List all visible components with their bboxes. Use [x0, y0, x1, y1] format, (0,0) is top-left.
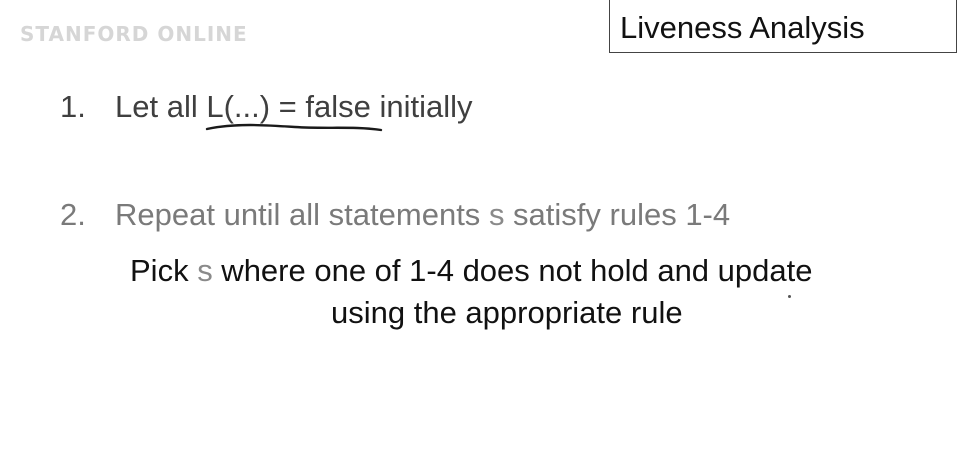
list-item-1-after: initially [370, 89, 473, 124]
list-item-2-after: satisfy rules 1-4 [504, 197, 731, 232]
sub-line-1-variable: s [197, 253, 213, 288]
underline-stroke [207, 125, 381, 130]
sub-line-1 [130, 253, 960, 289]
slide-title: Liveness Analysis [620, 10, 865, 45]
cursor-dot [788, 295, 791, 298]
list-item-2-text [115, 197, 730, 233]
list-item-1-number: 1. [60, 89, 86, 124]
list-item-2-variable: s [488, 197, 505, 232]
sub-line-2: using the appropriate rule [331, 295, 683, 330]
sub-line-1-before: Pick [130, 253, 198, 288]
list-item-1-before: Let all [115, 89, 207, 124]
sub-line-1-after: where one of 1-4 does not hold and update [212, 253, 813, 288]
handwritten-underline [205, 117, 383, 137]
list-item-2-before: Repeat until all statements [115, 197, 489, 232]
title-box [609, 0, 957, 53]
list-item-2-number: 2. [60, 197, 86, 232]
list-item-1-underlined: L(...) = false [206, 89, 371, 124]
watermark: STANFORD ONLINE [20, 22, 248, 46]
